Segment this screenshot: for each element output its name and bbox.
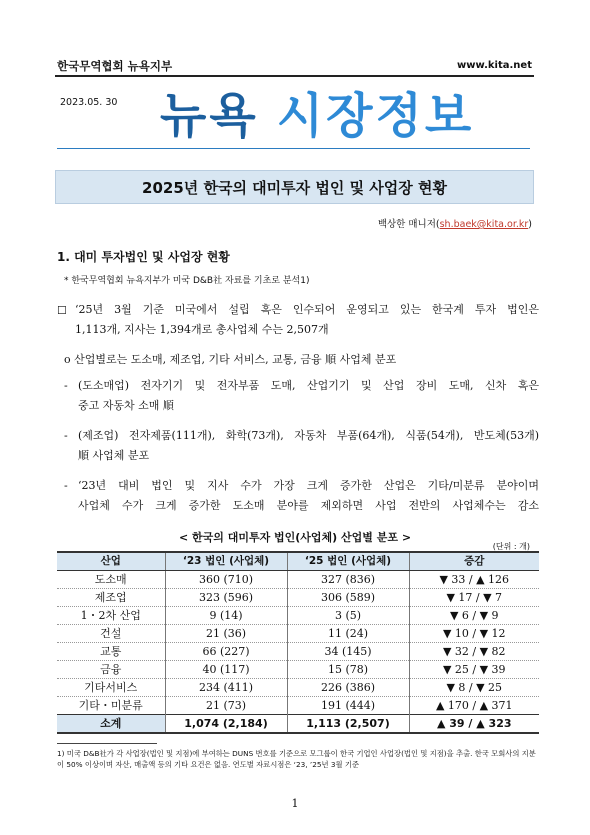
paragraph-manufacturing [64,426,539,466]
cell-change: ▼ 8 / ▼ 25 [409,679,539,697]
table-row [57,589,539,607]
cell-2025: 327 (836) [287,571,409,589]
paragraph-growth [64,476,539,516]
header-org: 한국무역협회 뉴욕지부 [57,59,173,73]
header-site-link[interactable]: www.kita.net [457,60,532,71]
dash-bullet: - [64,429,68,442]
cell-change: ▼ 33 / ▲ 126 [409,571,539,589]
cell-total-label: 소계 [57,715,165,734]
header-divider [55,75,534,77]
cell-change: ▼ 6 / ▼ 9 [409,607,539,625]
cell-2023: 40 (117) [165,661,287,679]
footnote-divider [57,743,157,744]
cell-2025: 15 (78) [287,661,409,679]
document-title: 2025년 한국의 대미투자 법인 및 사업장 현황 [55,170,534,204]
masthead-title-part2: 시장정보 [276,88,475,144]
cell-industry: 제조업 [57,589,165,607]
cell-2025: 3 (5) [287,607,409,625]
author-name: 백상한 매니저( [377,219,440,230]
cell-2023: 360 (710) [165,571,287,589]
cell-industry: 건설 [57,625,165,643]
author-line [378,216,532,230]
table-row [57,625,539,643]
table-row [57,571,539,589]
manufacturing-line-2: 順 사업체 분포 [78,449,150,462]
cell-change: ▼ 17 / ▼ 7 [409,589,539,607]
cell-2023: 234 (411) [165,679,287,697]
cell-2023: 9 (14) [165,607,287,625]
industry-distribution-table [57,551,539,734]
cell-2025: 191 (444) [287,697,409,715]
cell-change: ▼ 10 / ▼ 12 [409,625,539,643]
cell-2025: 226 (386) [287,679,409,697]
summary-line-1: ‘25년 3월 기준 미국에서 설립 혹은 인수되어 운영되고 있는 한국계 투자 법인은 [75,303,539,316]
footnote: 1) 미국 D&B社가 각 사업장(법인 및 지점)에 부여하는 DUNS 번호를 기준으로 모그룹이 한국 기업인 사업장(법인 및 지점)을 추출. 한국 모회사의 지분이 50% 이상이며 자산, 매출액 등의 기타 요건은 없음. 연도별 자료시점은 ‘23, ’25년 3월 기준 [57,749,536,769]
cell-2025: 34 (145) [287,643,409,661]
paragraph-wholesale [64,376,539,416]
dash-bullet: - [64,379,68,392]
paragraph-summary [57,300,539,340]
author-suffix: ) [528,219,532,230]
wholesale-line-1: (도소매업) 전자기기 및 전자부품 도매, 산업기기 및 산업 장비 도매, 신차 혹은 [78,379,539,392]
page-number: 1 [291,797,299,810]
table-total-row [57,715,539,734]
growth-line-2: 사업체 수가 크게 증가한 도소매 분야를 제외하면 사업 전반의 사업체수는 감소 [78,499,539,512]
section-heading: 1. 대미 투자법인 및 사업장 현황 [57,250,230,264]
table-header-row [57,552,539,571]
table-row [57,607,539,625]
cell-total-2023: 1,074 (2,184) [165,715,287,734]
cell-2025: 306 (589) [287,589,409,607]
section-note: * 한국무역협회 뉴욕지부가 미국 D&B社 자료를 기초로 분석1) [64,276,310,286]
author-email-link[interactable]: sh.baek@kita.or.kr [439,219,529,230]
cell-2023: 21 (36) [165,625,287,643]
growth-line-1: ‘23년 대비 법인 및 지사 수가 가장 크게 증가한 산업은 기타/미분류 분야이며 [78,479,539,492]
cell-total-change: ▲ 39 / ▲ 323 [409,715,539,734]
summary-line-2: 1,113개, 지사는 1,394개로 총사업체 수는 2,507개 [75,323,329,336]
cell-industry: 기타・미분류 [57,697,165,715]
checkbox-bullet-icon: ☐ [57,304,67,317]
cell-2023: 66 (227) [165,643,287,661]
table-row [57,661,539,679]
masthead-divider [57,148,530,149]
cell-industry: 1・2차 산업 [57,607,165,625]
masthead-logo [160,86,474,146]
cell-industry: 금융 [57,661,165,679]
manufacturing-line-1: (제조업) 전자제품(111개), 화학(73개), 자동차 부품(64개), 식품(54개), 반도체(53개) [78,429,539,442]
cell-industry: 기타서비스 [57,679,165,697]
table-row [57,643,539,661]
header-change: 증감 [409,552,539,571]
masthead-title-part1: 뉴욕 [160,88,259,144]
cell-total-2025: 1,113 (2,507) [287,715,409,734]
cell-2025: 11 (24) [287,625,409,643]
dash-bullet: - [64,479,68,492]
cell-change: ▼ 25 / ▼ 39 [409,661,539,679]
table-row [57,679,539,697]
table-row [57,697,539,715]
paragraph-industry: o 산업별로는 도소매, 제조업, 기타 서비스, 교통, 금융 順 사업체 분포 [64,353,397,366]
cell-2023: 323 (596) [165,589,287,607]
header-2025: ‘25 법인 (사업체) [287,552,409,571]
cell-industry: 도소매 [57,571,165,589]
cell-industry: 교통 [57,643,165,661]
publish-date: 2023.05. 30 [60,97,118,108]
table-unit: (단위 : 개) [492,542,530,551]
cell-2023: 21 (73) [165,697,287,715]
cell-change: ▲ 170 / ▲ 371 [409,697,539,715]
cell-change: ▼ 32 / ▼ 82 [409,643,539,661]
table-caption: < 한국의 대미투자 법인(사업체) 산업별 분포 > [178,531,412,544]
header-2023: ‘23 법인 (사업체) [165,552,287,571]
header-industry: 산업 [57,552,165,571]
wholesale-line-2: 중고 자동차 소매 順 [78,399,174,412]
